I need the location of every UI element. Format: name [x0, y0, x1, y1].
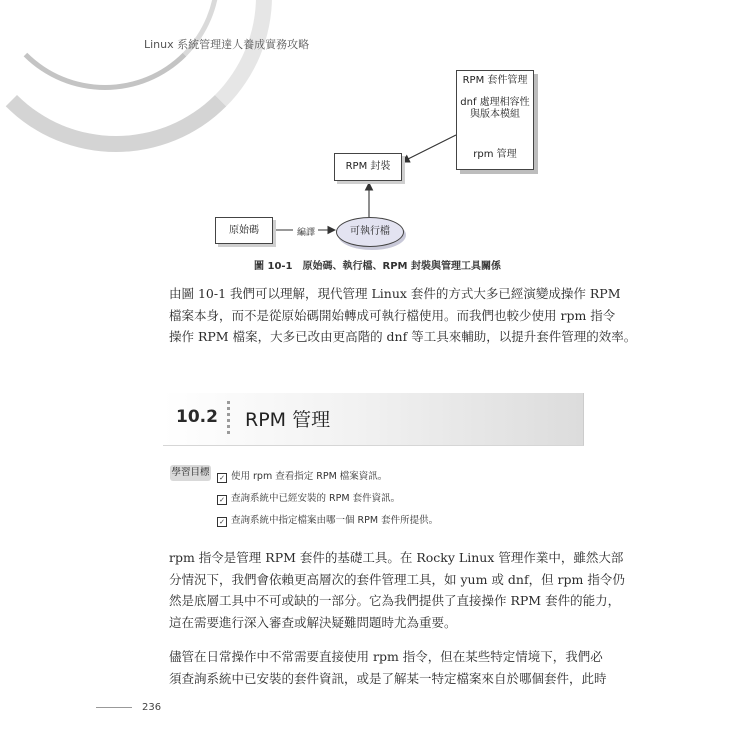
text-line: 這在需要進行深入審查或解決疑難問題時尤為重要。 — [169, 614, 457, 630]
text-line: 檔案本身，而不是從原始碼開始轉成可執行檔使用。而我們也較少使用 rpm 指令 — [169, 307, 616, 323]
panel-title: RPM 套件管理 — [462, 75, 528, 86]
learning-goal-text: 使用 rpm 查看指定 RPM 檔案資訊。 — [231, 471, 388, 482]
learning-goal-item — [217, 512, 438, 527]
text-line: 由圖 10-1 我們可以理解，現代管理 Linux 套件的方式大多已經演變成操作 RPM — [169, 286, 621, 301]
dnf-line-2: 與版本模組 — [470, 109, 520, 120]
source-code-box: 原始碼 — [215, 217, 273, 244]
caption-text: 原始碼、執行檔、RPM 封裝與管理工具關係 — [302, 261, 501, 272]
learning-goal-item — [217, 468, 387, 483]
section-title: RPM 管理 — [245, 409, 331, 431]
text-line: 然是底層工具中不可或缺的一部分。它為我們提供了直接操作 RPM 套件的能力， — [169, 593, 621, 608]
text-line: 須查詢系統中已安裝的套件資訊，或是了解某一特定檔案來自於哪個套件，此時 — [169, 670, 607, 686]
rpm-package-box: RPM 封裝 — [334, 153, 402, 181]
learning-goal-text: 查詢系統中指定檔案由哪一個 RPM 套件所提供。 — [231, 515, 439, 526]
compile-label: 編譯 — [297, 228, 316, 238]
page-number: 236 — [142, 702, 162, 713]
dnf-line-1: dnf 處理相容性 — [460, 97, 530, 108]
section-divider-dots — [227, 401, 231, 437]
checkbox-icon: ✓ — [217, 517, 227, 527]
learning-goals-badge: 學習目標 — [170, 465, 211, 481]
figure-caption — [254, 257, 501, 272]
rpm-tool-label: rpm 管理 — [473, 149, 517, 160]
text-line: rpm 指令是管理 RPM 套件的基礎工具。在 Rocky Linux 管理作業中，雖然大部 — [169, 550, 624, 565]
running-head: Linux 系統管理達人養成實務攻略 — [144, 38, 310, 51]
rpm-intro-paragraph — [169, 547, 625, 633]
footer-rule — [96, 707, 132, 708]
executable-oval: 可執行檔 — [336, 217, 404, 247]
intro-paragraph — [169, 283, 637, 348]
learning-goal-item — [217, 490, 400, 505]
learning-goal-text: 查詢系統中已經安裝的 RPM 套件資訊。 — [231, 493, 401, 504]
text-line: 分情況下，我們會依賴更高層次的套件管理工具，如 yum 或 dnf，但 rpm 指令仍 — [169, 571, 625, 587]
caption-number: 圖 10-1 — [254, 261, 293, 272]
section-heading — [163, 393, 584, 446]
text-line: 儘管在日常操作中不常需要直接使用 rpm 指令，但在某些特定情境下，我們必 — [169, 649, 603, 664]
rpm-usage-paragraph — [169, 646, 607, 689]
text-line: 操作 RPM 檔案，大多已改由更高階的 dnf 等工具來輔助，以提升套件管理的效率。 — [169, 329, 637, 344]
section-number: 10.2 — [176, 407, 218, 427]
rpm-package-management-panel — [456, 70, 534, 170]
checkbox-icon: ✓ — [217, 473, 227, 483]
diagram-arrows — [0, 0, 750, 300]
checkbox-icon: ✓ — [217, 495, 227, 505]
arrow-panel-to-package — [402, 135, 456, 162]
